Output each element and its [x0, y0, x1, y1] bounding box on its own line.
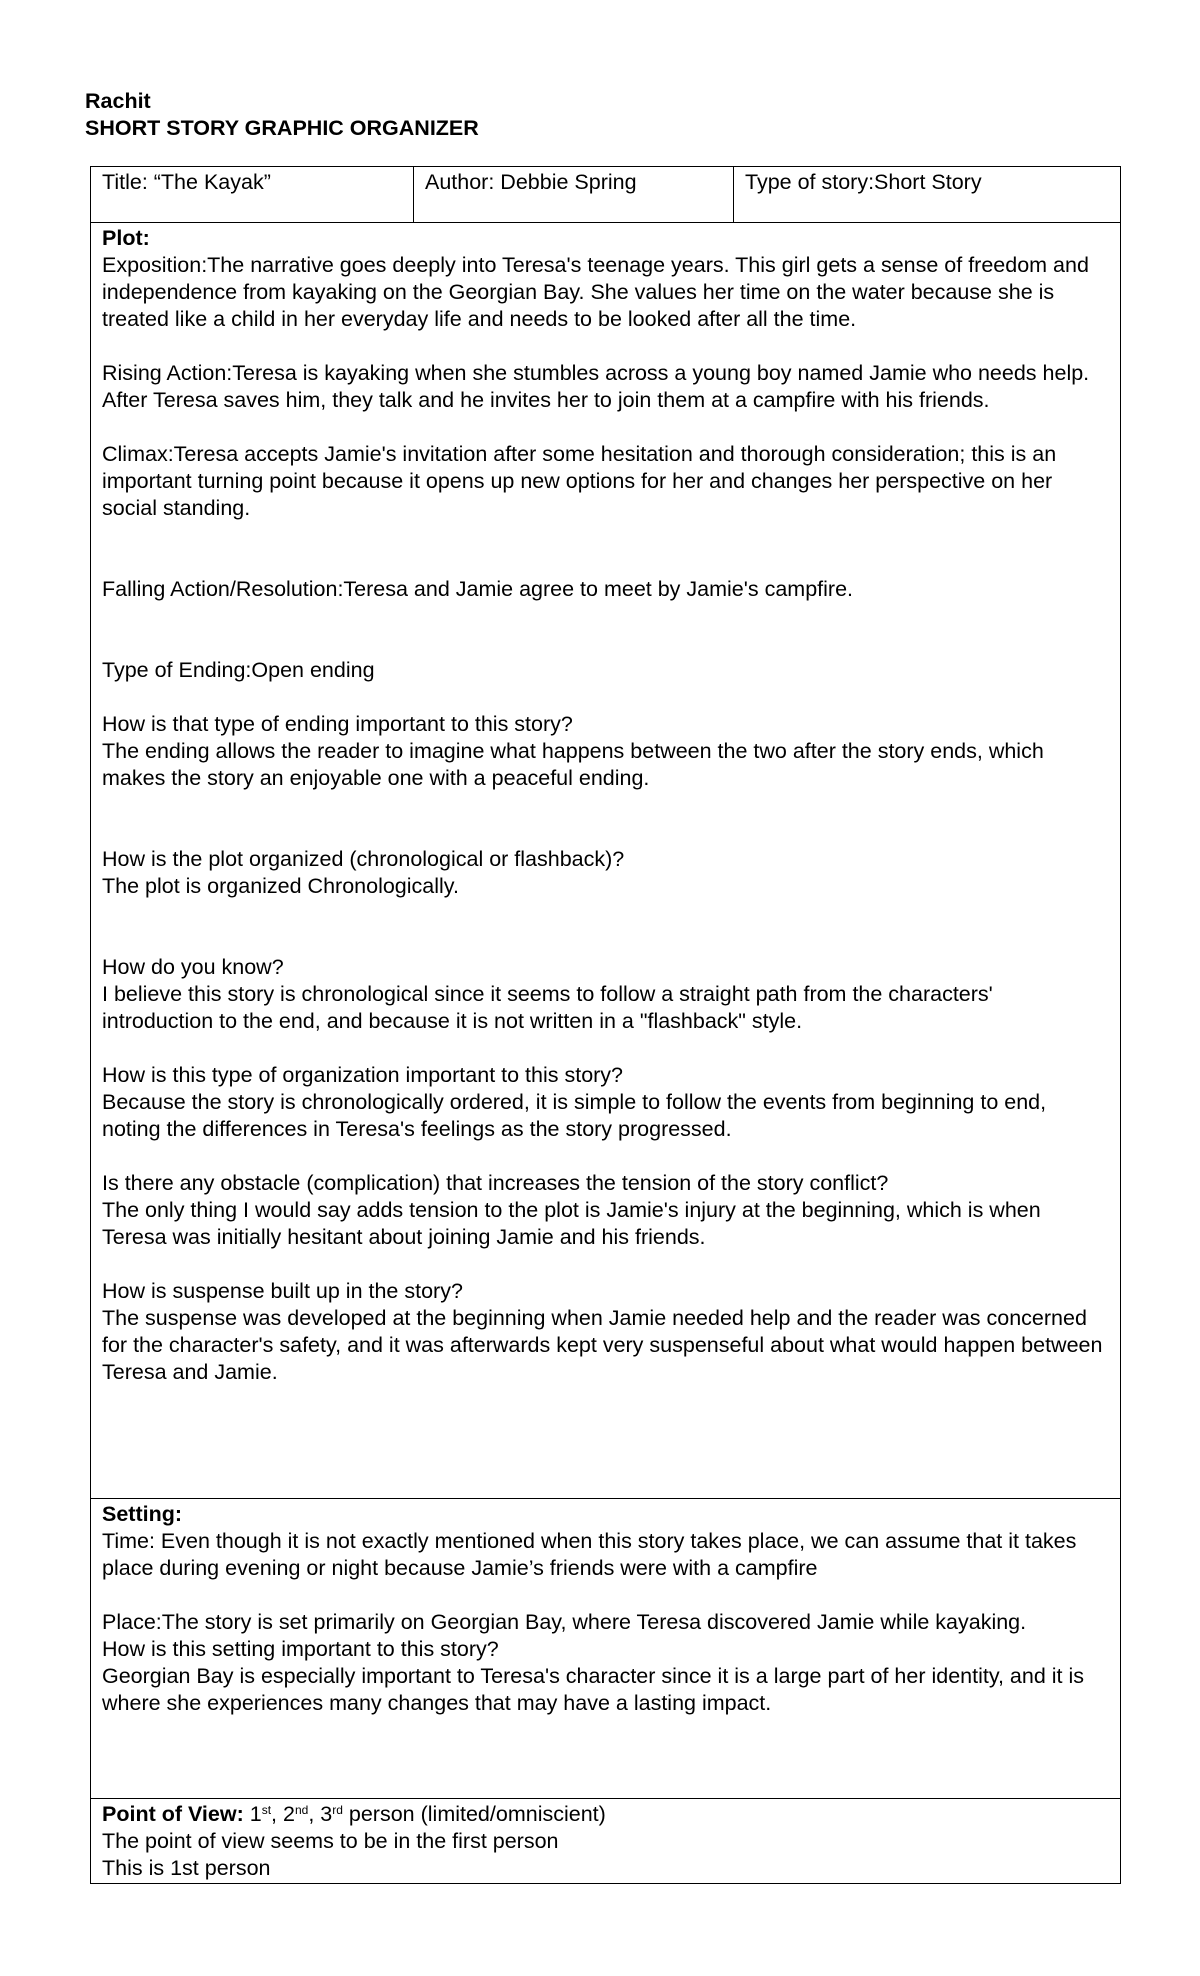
plot-question-organization-importance: How is this type of organization important to this story?: [102, 1063, 624, 1087]
setting-section: [91, 1499, 1120, 1799]
plot-exposition: Exposition:The narrative goes deeply into Teresa's teenage years. This girl gets a sense of freedom and independence from kayaking on the Georgian Bay. She values her time on the water because she is treated like a child in her everyday life and needs to be looked after all the time.: [102, 253, 1089, 331]
title-cell: Title: “The Kayak”: [91, 167, 414, 222]
plot-question-suspense: How is suspense built up in the story?: [102, 1279, 463, 1303]
graphic-organizer-table: [90, 166, 1121, 1884]
plot-ending-type: Type of Ending:Open ending: [102, 658, 375, 682]
pov-heading: Point of View:: [102, 1802, 244, 1826]
pov-option-third: 3rd: [320, 1802, 343, 1826]
plot-climax: Climax:Teresa accepts Jamie's invitation after some hesitation and thorough consideration; this is an important turning point because it opens up new options for her and changes her perspective on her social standing.: [102, 442, 1057, 520]
plot-question-how-know: How do you know?: [102, 955, 284, 979]
plot-answer-organization-importance: Because the story is chronologically ordered, it is simple to follow the events from beginning to end, noting the differences in Teresa's feelings as the story progressed.: [102, 1090, 1047, 1141]
point-of-view-section: [91, 1799, 1120, 1883]
plot-answer-how-know: I believe this story is chronological since it seems to follow a straight path from the characters' introduction to the end, and because it is not written in a "flashback" style.: [102, 982, 993, 1033]
author-cell: Author: Debbie Spring: [414, 167, 734, 222]
plot-question-organization: How is the plot organized (chronological or flashback)?: [102, 847, 625, 871]
setting-answer-importance: Georgian Bay is especially important to Teresa's character since it is a large part of her identity, and it is where she experiences many changes that may have a lasting impact.: [102, 1664, 1085, 1715]
plot-question-obstacle: Is there any obstacle (complication) that increases the tension of the story conflict?: [102, 1171, 889, 1195]
pov-prompt: Point of View: 1st, 2nd, 3rd person (limited/omniscient): [102, 1802, 606, 1826]
pov-options-suffix: person (limited/omniscient): [342, 1802, 606, 1826]
document-heading: [85, 88, 479, 142]
plot-section: [91, 223, 1120, 1499]
plot-answer-ending-importance: The ending allows the reader to imagine what happens between the two after the story ends, which makes the story an enjoyable one with a peaceful ending.: [102, 739, 1044, 790]
setting-heading: Setting:: [102, 1502, 183, 1526]
document-title: SHORT STORY GRAPHIC ORGANIZER: [85, 116, 479, 140]
story-type-cell: Type of story:Short Story: [745, 170, 982, 194]
plot-question-ending-importance: How is that type of ending important to this story?: [102, 712, 573, 736]
plot-answer-obstacle: The only thing I would say adds tension to the plot is Jamie's injury at the beginning, which is when Teresa was initially hesitant about joining Jamie and his friends.: [102, 1198, 1041, 1249]
plot-rising-action: Rising Action:Teresa is kayaking when she stumbles across a young boy named Jamie who needs help. After Teresa saves him, they talk and he invites her to join them at a campfire with his friends.: [102, 361, 1090, 412]
pov-option-second: 2nd: [283, 1802, 309, 1826]
pov-answer-line-2: This is 1st person: [102, 1856, 271, 1880]
setting-place: Place:The story is set primarily on Georgian Bay, where Teresa discovered Jamie while kayaking.: [102, 1610, 1027, 1634]
plot-answer-suspense: The suspense was developed at the beginning when Jamie needed help and the reader was concerned for the character's safety, and it was afterwards kept very suspenseful about what would happen between Teresa and Jamie.: [102, 1306, 1103, 1384]
student-name: Rachit: [85, 89, 151, 113]
info-row: [91, 167, 1120, 223]
plot-heading: Plot:: [102, 226, 150, 250]
setting-time: Time: Even though it is not exactly mentioned when this story takes place, we can assume that it takes place during evening or night because Jamie’s friends were with a campfire: [102, 1529, 1077, 1580]
pov-answer-line-1: The point of view seems to be in the first person: [102, 1829, 559, 1853]
pov-option-first: 1st: [249, 1802, 272, 1826]
setting-question-importance: How is this setting important to this story?: [102, 1637, 499, 1661]
plot-answer-organization: The plot is organized Chronologically.: [102, 874, 459, 898]
plot-falling-action: Falling Action/Resolution:Teresa and Jamie agree to meet by Jamie's campfire.: [102, 577, 853, 601]
